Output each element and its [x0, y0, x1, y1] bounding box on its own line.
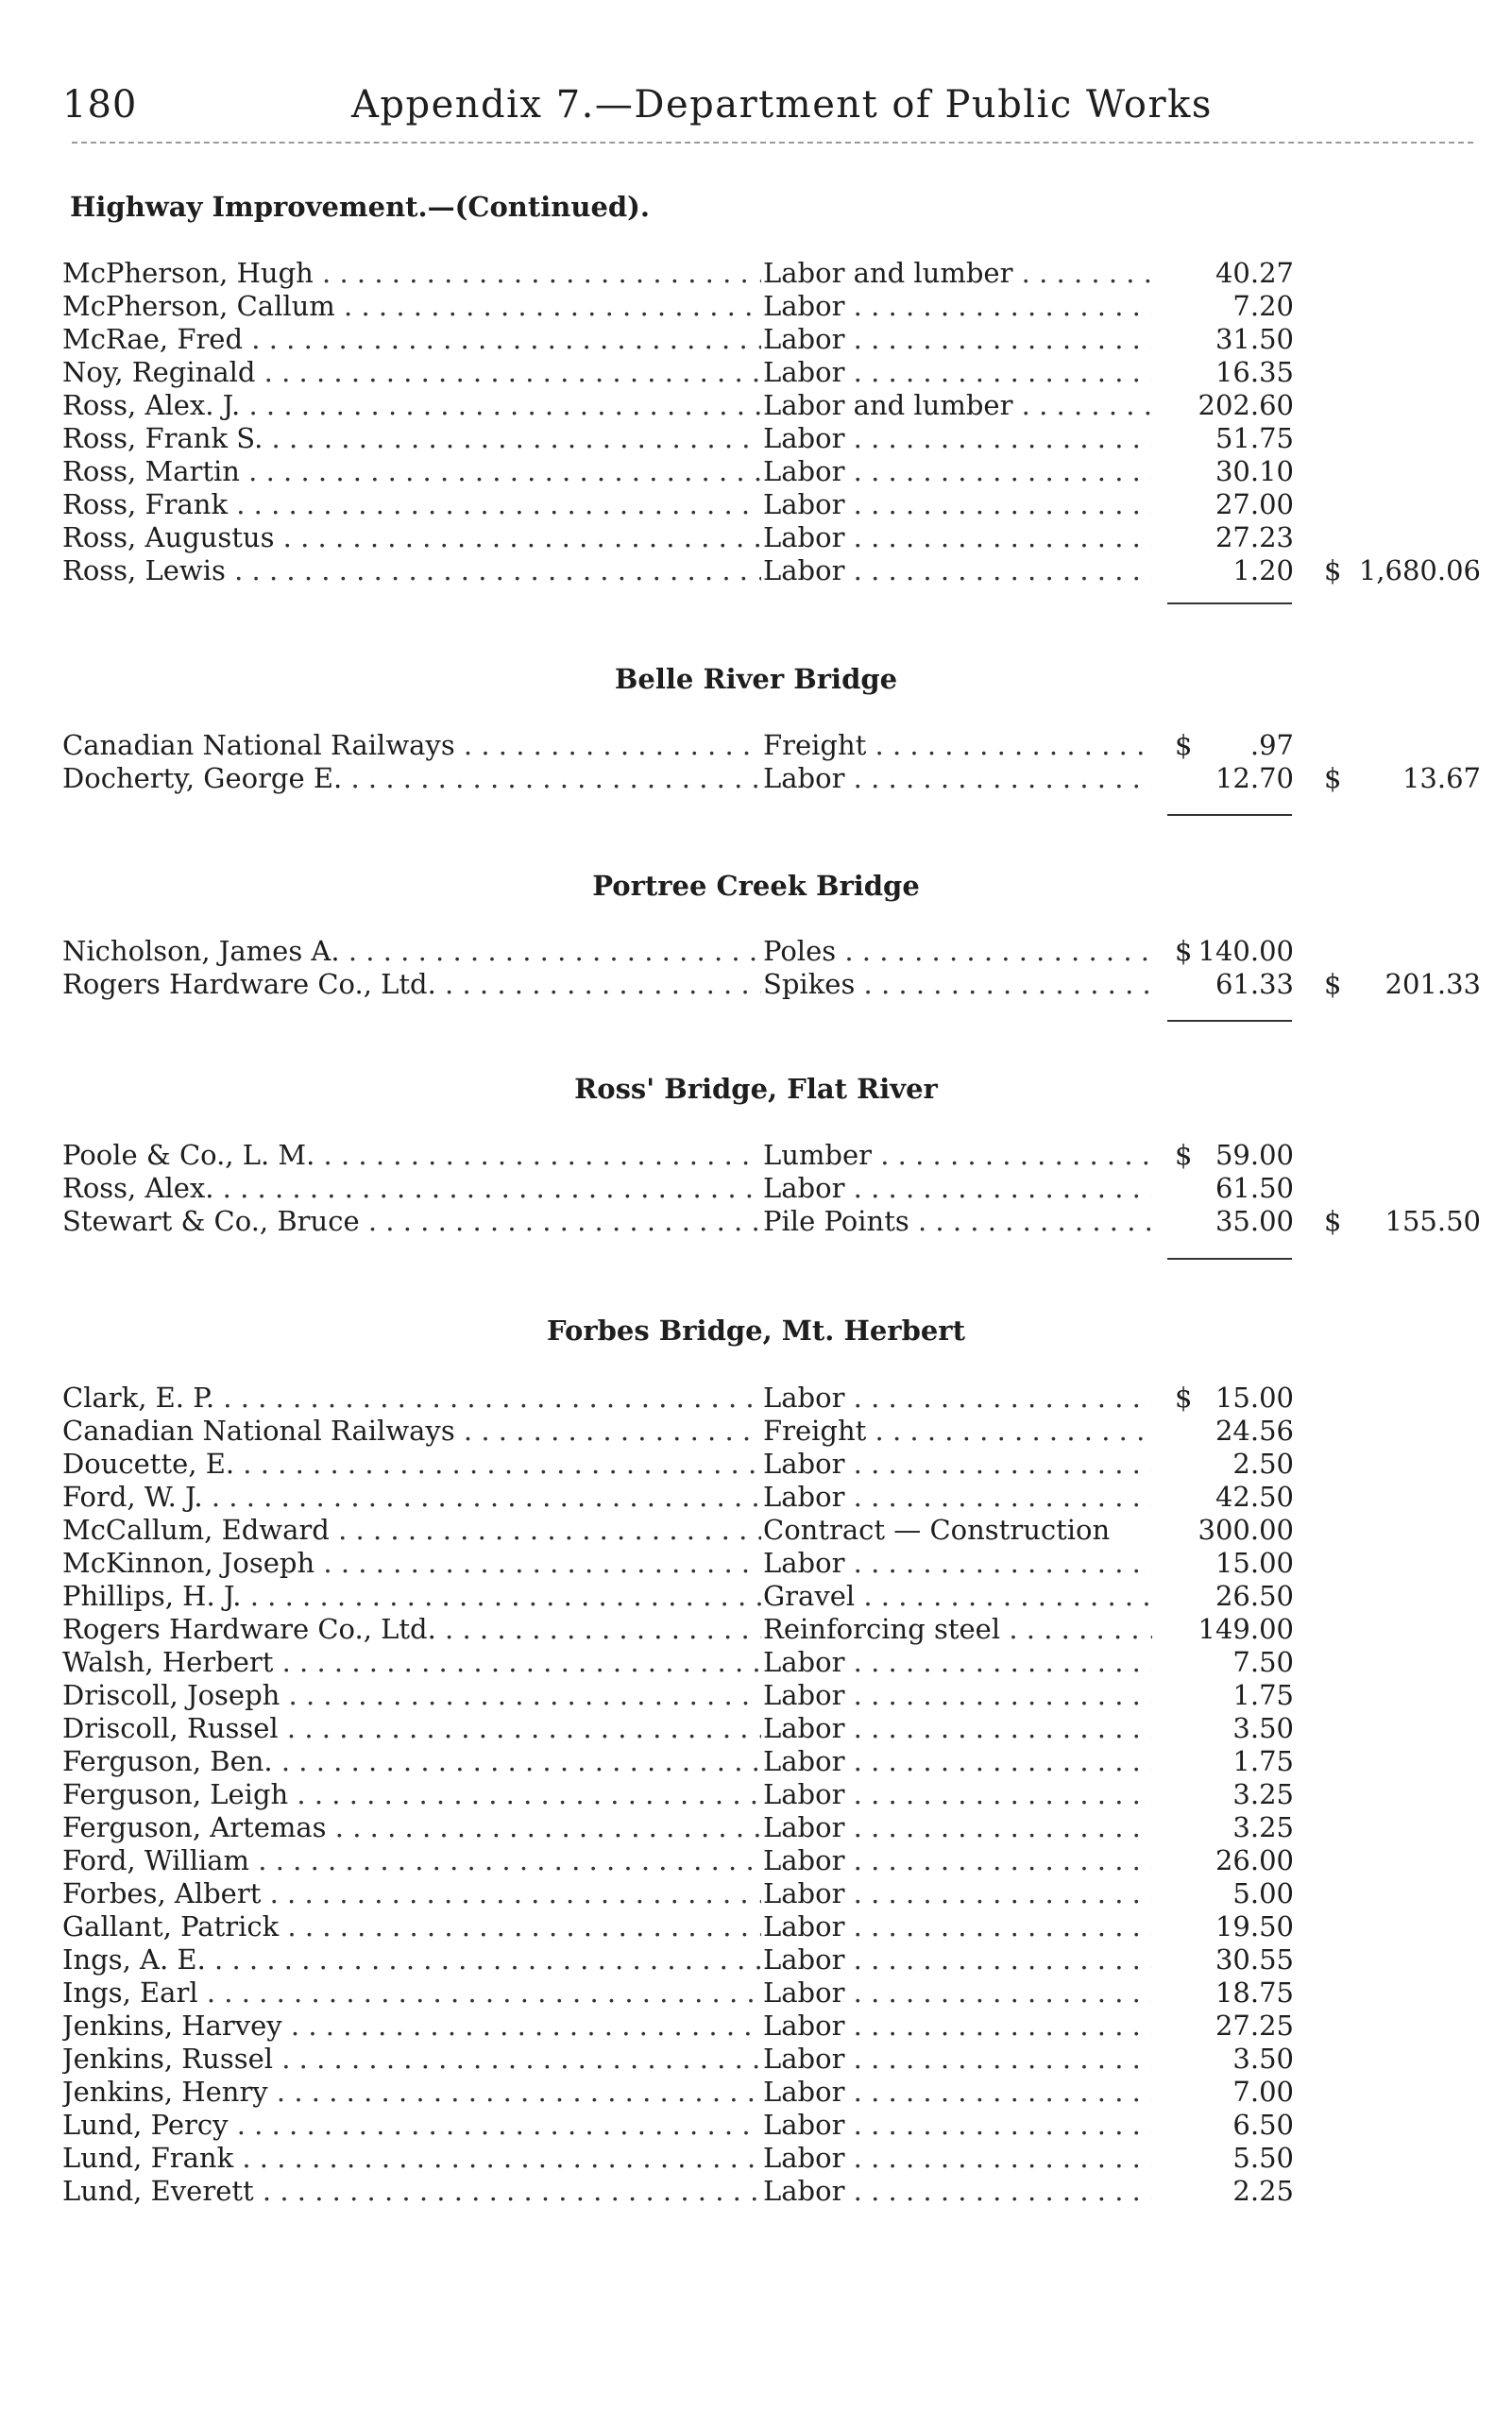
payee-name: Phillips, H. J. . . .: [62, 1580, 761, 1613]
total-dollar-sign: $: [1324, 762, 1342, 794]
payee-name: Canadian National Railways . . .: [62, 1415, 761, 1448]
item-description: Labor . . .: [763, 1877, 1152, 1910]
page-title: Appendix 7.—Department of Public Works: [351, 83, 1213, 127]
payee-name: Ross, Alex. . . .: [62, 1172, 761, 1205]
item-description: Labor . . .: [763, 1943, 1152, 1976]
item-amount: 18.75: [1215, 1976, 1294, 2009]
entries-portree-creek-bridge: [0, 935, 1512, 1001]
payee-name: Ings, A. E. . . .: [62, 1943, 761, 1976]
ledger-row: [0, 1172, 1512, 1205]
payee-name: McCallum, Edward . . .: [62, 1514, 761, 1547]
payee-name: Ross, Frank . . .: [62, 488, 761, 521]
item-description: Labor and lumber . . .: [763, 257, 1152, 290]
item-amount: 1.20: [1232, 554, 1294, 586]
total-dollar-sign: $: [1324, 1205, 1342, 1237]
item-amount: 3.25: [1232, 1811, 1294, 1843]
ledger-row: [0, 729, 1512, 762]
payee-name: Walsh, Herbert . . .: [62, 1646, 761, 1679]
entries-highway-improvement: [0, 257, 1512, 587]
ledger-row: [0, 323, 1512, 356]
item-description: Labor . . .: [763, 1547, 1152, 1580]
ledger-row: [0, 2142, 1512, 2175]
subtotal-rule: [1167, 1020, 1292, 1022]
payee-name: Lund, Everett . . .: [62, 2175, 761, 2208]
ledger-row: [0, 1646, 1512, 1679]
item-amount: 2.50: [1232, 1448, 1294, 1480]
item-description: Labor and lumber . . .: [763, 389, 1152, 422]
ledger-row: [0, 1382, 1512, 1415]
ledger-row: [0, 1877, 1512, 1910]
ledger-row: [0, 1844, 1512, 1877]
ledger-row: [0, 554, 1512, 587]
entries-forbes-bridge-mt-herbert: [0, 1382, 1512, 2208]
item-amount: 40.27: [1215, 257, 1294, 289]
item-description: Lumber . . .: [763, 1139, 1152, 1172]
item-amount: 27.00: [1215, 488, 1294, 520]
payee-name: Jenkins, Russel . . .: [62, 2043, 761, 2076]
item-description: Labor . . .: [763, 1811, 1152, 1844]
ledger-row: [0, 1205, 1512, 1238]
section-total: 201.33: [1385, 968, 1481, 1000]
payee-name: Ings, Earl . . .: [62, 1976, 761, 2010]
ledger-row: [0, 1580, 1512, 1613]
item-description: Labor . . .: [763, 1481, 1152, 1514]
ledger-row: [0, 2175, 1512, 2208]
item-description: Labor . . .: [763, 2043, 1152, 2076]
item-amount: 15.00: [1215, 1382, 1294, 1414]
ledger-row: [0, 935, 1512, 968]
item-amount: 35.00: [1215, 1205, 1294, 1237]
item-amount: 27.25: [1215, 2010, 1294, 2042]
payee-name: Ross, Lewis . . .: [62, 554, 761, 587]
item-description: Contract — Construction: [763, 1514, 1111, 1546]
item-description: Labor . . .: [763, 521, 1152, 554]
item-amount: 2.25: [1232, 2175, 1294, 2207]
item-amount: 5.00: [1232, 1877, 1294, 1909]
section-total: 1,680.06: [1358, 554, 1481, 586]
item-amount: 300.00: [1198, 1514, 1294, 1546]
ledger-row: [0, 1547, 1512, 1580]
payee-name: Lund, Percy . . .: [62, 2109, 761, 2142]
item-description: Poles . . .: [763, 935, 1152, 968]
ledger-row: [0, 762, 1512, 795]
item-amount: 5.50: [1232, 2142, 1294, 2174]
entries-ross-bridge-flat-river: [0, 1139, 1512, 1238]
item-amount: 149.00: [1198, 1613, 1294, 1645]
item-description: Labor . . .: [763, 1712, 1152, 1745]
section-total: 155.50: [1385, 1205, 1481, 1237]
item-amount: 3.50: [1232, 2043, 1294, 2075]
ledger-row: [0, 1778, 1512, 1811]
ledger-row: [0, 389, 1512, 422]
payee-name: Driscoll, Joseph . . .: [62, 1679, 761, 1712]
payee-name: Ford, W. J. . . .: [62, 1481, 761, 1514]
item-amount: 3.25: [1232, 1778, 1294, 1810]
item-amount: 6.50: [1232, 2109, 1294, 2141]
ledger-row: [0, 1514, 1512, 1547]
ledger-row: [0, 1613, 1512, 1646]
item-amount: .97: [1249, 729, 1294, 761]
ledger-row: [0, 488, 1512, 521]
payee-name: Ross, Frank S. . . .: [62, 422, 761, 455]
ledger-row: [0, 2076, 1512, 2109]
item-amount: 15.00: [1215, 1547, 1294, 1579]
payee-name: Ross, Martin . . .: [62, 455, 761, 488]
payee-name: Lund, Frank . . .: [62, 2142, 761, 2175]
ledger-row: [0, 2109, 1512, 2142]
item-description: Labor . . .: [763, 2175, 1152, 2208]
subtotal-rule: [1167, 1258, 1292, 1260]
item-amount: 61.33: [1215, 968, 1294, 1000]
ledger-row: [0, 2043, 1512, 2076]
item-description: Labor . . .: [763, 2010, 1152, 2043]
ledger-row: [0, 1943, 1512, 1976]
item-description: Pile Points . . .: [763, 1205, 1152, 1238]
subtotal-rule: [1167, 814, 1292, 816]
payee-name: Doucette, E. . . .: [62, 1448, 761, 1481]
item-amount: 16.35: [1215, 356, 1294, 388]
payee-name: Poole & Co., L. M. . . .: [62, 1139, 761, 1172]
item-description: Labor . . .: [763, 1382, 1152, 1415]
total-dollar-sign: $: [1324, 554, 1342, 586]
payee-name: Jenkins, Henry . . .: [62, 2076, 761, 2109]
item-description: Labor . . .: [763, 1844, 1152, 1877]
ledger-row: [0, 1910, 1512, 1943]
item-description: Labor . . .: [763, 1448, 1152, 1481]
item-description: Labor . . .: [763, 2142, 1152, 2175]
item-amount: 26.50: [1215, 1580, 1294, 1612]
ledger-row: [0, 1745, 1512, 1778]
item-description: Labor . . .: [763, 290, 1152, 323]
ledger-row: [0, 1679, 1512, 1712]
ledger-row: [0, 1481, 1512, 1514]
total-dollar-sign: $: [1324, 968, 1342, 1000]
item-amount: 19.50: [1215, 1910, 1294, 1942]
ledger-row: [0, 1415, 1512, 1448]
payee-name: Docherty, George E. . . .: [62, 762, 761, 795]
item-amount: 3.50: [1232, 1712, 1294, 1744]
dollar-sign: $: [1175, 1382, 1193, 1414]
payee-name: Rogers Hardware Co., Ltd. . . .: [62, 968, 761, 1001]
subtotal-rule: [1167, 602, 1292, 604]
ledger-row: [0, 455, 1512, 488]
item-description: Labor . . .: [763, 356, 1152, 389]
item-amount: 12.70: [1215, 762, 1294, 794]
item-amount: 42.50: [1215, 1481, 1294, 1513]
item-description: Labor . . .: [763, 1976, 1152, 2010]
page-header: [62, 83, 1473, 132]
section-title-highway-improvement: Highway Improvement.—(Continued).: [70, 191, 650, 223]
ledger-row: [0, 422, 1512, 455]
payee-name: Driscoll, Russel . . .: [62, 1712, 761, 1745]
item-description: Labor . . .: [763, 1172, 1152, 1205]
item-amount: 59.00: [1215, 1139, 1294, 1171]
ledger-row: [0, 1976, 1512, 2010]
item-description: Spikes . . .: [763, 968, 1152, 1001]
payee-name: Ford, William . . .: [62, 1844, 761, 1877]
item-description: Labor . . .: [763, 2076, 1152, 2109]
payee-name: Ross, Augustus . . .: [62, 521, 761, 554]
item-description: Labor . . .: [763, 1646, 1152, 1679]
item-amount: 61.50: [1215, 1172, 1294, 1204]
item-description: Labor . . .: [763, 455, 1152, 488]
payee-name: Forbes, Albert . . .: [62, 1877, 761, 1910]
header-divider: [72, 142, 1473, 144]
payee-name: Ross, Alex. J. . . .: [62, 389, 761, 422]
item-amount: 140.00: [1198, 935, 1294, 967]
payee-name: McPherson, Hugh . . .: [62, 257, 761, 290]
payee-name: Gallant, Patrick . . .: [62, 1910, 761, 1943]
payee-name: Rogers Hardware Co., Ltd. . . .: [62, 1613, 761, 1646]
payee-name: Canadian National Railways . . .: [62, 729, 761, 762]
payee-name: Nicholson, James A. . . .: [62, 935, 761, 968]
ledger-row: [0, 1139, 1512, 1172]
item-description: Labor . . .: [763, 1745, 1152, 1778]
ledger-row: [0, 1712, 1512, 1745]
item-amount: 202.60: [1198, 389, 1294, 421]
section-title-forbes-bridge-mt-herbert: Forbes Bridge, Mt. Herbert: [546, 1315, 965, 1347]
section-title-ross-bridge-flat-river: Ross' Bridge, Flat River: [574, 1073, 938, 1105]
item-amount: 30.55: [1215, 1943, 1294, 1976]
payee-name: Jenkins, Harvey . . .: [62, 2010, 761, 2043]
item-amount: 1.75: [1232, 1745, 1294, 1777]
item-description: Labor . . .: [763, 488, 1152, 521]
section-total: 13.67: [1402, 762, 1481, 794]
item-description: Labor . . .: [763, 1679, 1152, 1712]
item-amount: 27.23: [1215, 521, 1294, 553]
item-amount: 26.00: [1215, 1844, 1294, 1876]
ledger-row: [0, 1448, 1512, 1481]
item-description: Freight . . .: [763, 729, 1152, 762]
payee-name: Ferguson, Leigh . . .: [62, 1778, 761, 1811]
ledger-row: [0, 1811, 1512, 1844]
item-amount: 30.10: [1215, 455, 1294, 487]
section-title-belle-river-bridge: Belle River Bridge: [614, 663, 898, 695]
payee-name: Noy, Reginald . . .: [62, 356, 761, 389]
item-description: Labor . . .: [763, 1778, 1152, 1811]
section-title-portree-creek-bridge: Portree Creek Bridge: [592, 870, 920, 902]
item-amount: 51.75: [1215, 422, 1294, 454]
item-amount: 7.20: [1232, 290, 1294, 322]
dollar-sign: $: [1175, 729, 1193, 761]
item-description: Labor . . .: [763, 2109, 1152, 2142]
item-description: Gravel . . .: [763, 1580, 1152, 1613]
item-description: Freight . . .: [763, 1415, 1152, 1448]
ledger-row: [0, 356, 1512, 389]
item-description: Labor . . .: [763, 762, 1152, 795]
payee-name: McPherson, Callum . . .: [62, 290, 761, 323]
item-description: Labor . . .: [763, 554, 1152, 587]
item-amount: 7.50: [1232, 1646, 1294, 1678]
payee-name: Ferguson, Artemas . . .: [62, 1811, 761, 1844]
item-description: Labor . . .: [763, 1910, 1152, 1943]
payee-name: Clark, E. P. . . .: [62, 1382, 761, 1415]
item-description: Labor . . .: [763, 323, 1152, 356]
item-description: Reinforcing steel . . .: [763, 1613, 1152, 1646]
dollar-sign: $: [1175, 1139, 1193, 1171]
ledger-row: [0, 290, 1512, 323]
item-amount: 24.56: [1215, 1415, 1294, 1447]
ledger-row: [0, 2010, 1512, 2043]
ledger-row: [0, 257, 1512, 290]
ledger-row: [0, 521, 1512, 554]
page-number: 180: [62, 83, 138, 127]
payee-name: Stewart & Co., Bruce . . .: [62, 1205, 761, 1238]
item-description: Labor . . .: [763, 422, 1152, 455]
dollar-sign: $: [1175, 935, 1193, 967]
item-amount: 31.50: [1215, 323, 1294, 355]
entries-belle-river-bridge: [0, 729, 1512, 795]
item-amount: 1.75: [1232, 1679, 1294, 1711]
payee-name: McKinnon, Joseph . . .: [62, 1547, 761, 1580]
payee-name: McRae, Fred . . .: [62, 323, 761, 356]
ledger-row: [0, 968, 1512, 1001]
payee-name: Ferguson, Ben. . . .: [62, 1745, 761, 1778]
item-amount: 7.00: [1232, 2076, 1294, 2108]
